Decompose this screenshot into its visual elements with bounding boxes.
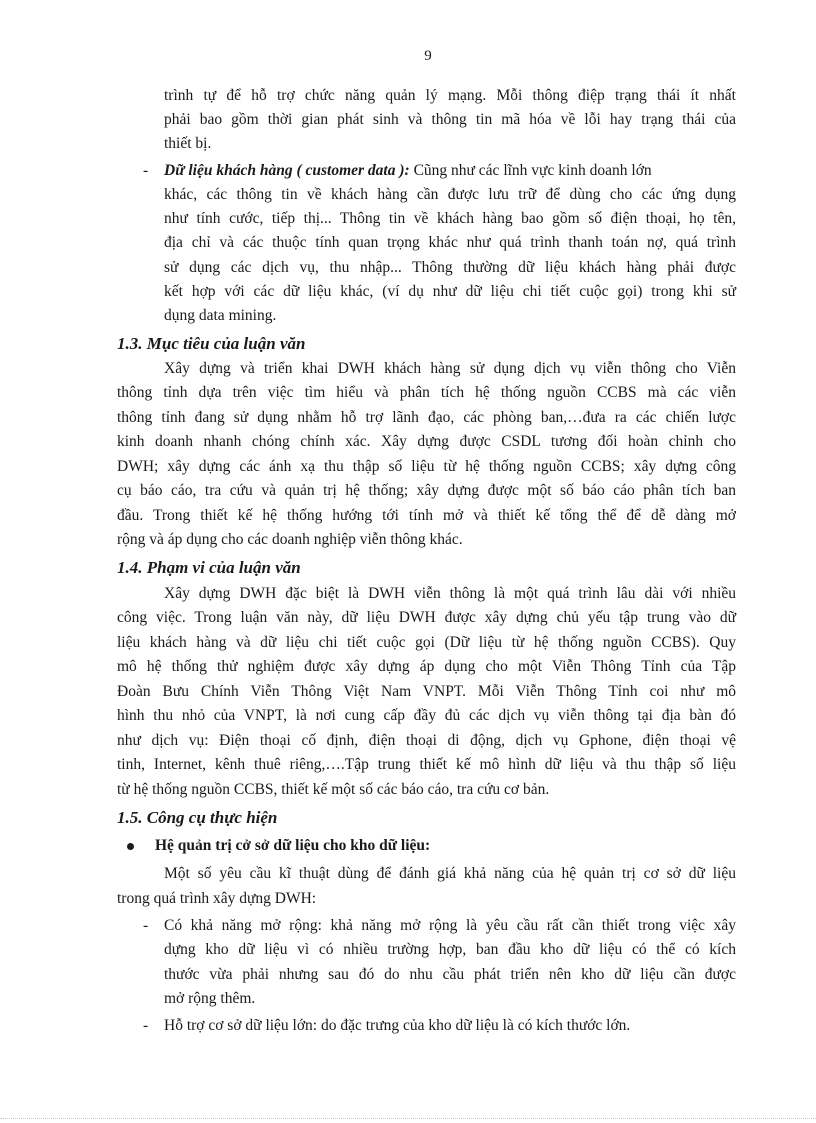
paragraph-line: thước vừa phải nhưng sau đó do nhu cầu phát triển nên kho dữ liệu cần được <box>164 966 736 983</box>
list-dash: - <box>143 162 149 179</box>
list-dash: - <box>143 917 149 934</box>
paragraph-line: Đoàn Bưu Chính Viễn Thông Việt Nam VNPT. Mỗi Viễn Thông Tỉnh coi như mô <box>117 683 736 700</box>
paragraph-line: thiết bị. <box>164 135 212 152</box>
list-dash: - <box>143 1017 149 1034</box>
bullet-heading: Hệ quản trị cở sở dữ liệu cho kho dữ liệu: <box>155 837 431 854</box>
paragraph-line: trình tự để hỗ trợ chức năng quản lý mạng. Mỗi thông điệp trạng thái ít nhất <box>164 87 736 104</box>
paragraph-line: Một số yêu cầu kĩ thuật dùng để đánh giá khả năng của hệ quản trị cơ sở dữ liệu <box>164 865 736 882</box>
paragraph-line: thông tỉnh đang sử dụng nhằm hỗ trợ lãnh đạo, các phòng ban,…đưa ra các chiến lược <box>117 409 736 426</box>
paragraph-line: phải bao gồm thời gian phát sinh và thông tin mã hóa về lỗi hay trạng thái của <box>164 111 736 128</box>
paragraph-line: mở rộng thêm. <box>164 990 256 1007</box>
page-bottom-divider <box>0 1118 816 1119</box>
paragraph-line: đầu. Trong thiết kế hệ thống hướng tới tính mở và thiết kế tổng thể để dễ dàng mở <box>117 507 736 524</box>
paragraph-line: thông tỉnh dựa trên việc tìm hiểu và phân tích hệ thống nguồn CCBS mà các viễn <box>117 384 736 401</box>
paragraph-line: Xây dựng DWH đặc biệt là DWH viễn thông là một quá trình lâu dài với nhiều <box>164 585 736 602</box>
customer-data-label: Dữ liệu khách hàng ( customer data ): <box>164 162 410 179</box>
paragraph-line: liệu khách hàng và dữ liệu chi tiết cuộc gọi (Dữ liệu từ hệ thống nguồn CCBS). Quy <box>117 634 736 651</box>
paragraph-line: công việc. Trong luận văn này, dữ liệu DWH được xây dựng chủ yếu tập trung vào dữ <box>117 609 736 626</box>
paragraph-line: rộng và áp dụng cho các doanh nghiệp viễn thông khác. <box>117 531 463 548</box>
bullet-icon <box>127 843 134 850</box>
paragraph-line: như dịch vụ: Điện thoại cố định, điện thoại di động, dịch vụ Gphone, điện thoại vệ <box>117 732 736 749</box>
paragraph-line: sử dụng các dịch vụ, thu nhập... Thông thường dữ liệu khách hàng phải được <box>164 259 736 276</box>
paragraph-line: từ hệ thống nguồn CCBS, thiết kế một số các báo cáo, tra cứu cơ bản. <box>117 781 550 798</box>
paragraph-line: tinh, Internet, kênh thuê riêng,….Tập trung thiết kế mô hình dữ liệu và thu thập số liệu <box>117 756 736 773</box>
paragraph-line: địa chỉ và các thuộc tính quan trọng khác như quá trình thanh toán nợ, quá trình <box>164 234 736 251</box>
paragraph-line: Hỗ trợ cơ sở dữ liệu lớn: do đặc trưng của kho dữ liệu là có kích thước lớn. <box>164 1017 631 1034</box>
section-heading: 1.5. Công cụ thực hiện <box>117 808 278 827</box>
list-item-first-line <box>164 161 736 181</box>
section-heading: 1.3. Mục tiêu của luận văn <box>117 334 306 353</box>
paragraph-line: kinh doanh nhanh chóng chính xác. Xây dựng được CSDL tương đối hoàn chỉnh cho <box>117 433 736 450</box>
customer-data-text: Cũng như các lĩnh vực kinh doanh lớn <box>409 162 652 179</box>
paragraph-line: mô hệ thống thử nghiệm được xây dựng áp dụng cho một Viễn Thông Tỉnh của Tập <box>117 658 736 675</box>
page-number: 9 <box>424 48 432 64</box>
paragraph-line: cụ báo cáo, tra cứu và quản trị hệ thống; xây dựng được một số báo cáo phân tích ban <box>117 482 736 499</box>
paragraph-line: dụng data mining. <box>164 307 277 324</box>
paragraph-line: trong quá trình xây dựng DWH: <box>117 890 317 907</box>
paragraph-line: Có khả năng mở rộng: khả năng mở rộng là yêu cầu rất cần thiết trong việc xây <box>164 917 736 934</box>
paragraph-line: kết hợp với các dữ liệu khác, (ví dụ như dữ liệu chi tiết cuộc gọi) trong khi sử <box>164 283 736 300</box>
paragraph-line: hình thu nhỏ của VNPT, là nơi cung cấp đầy đủ các dịch vụ viễn thông tại địa bàn đó <box>117 707 736 724</box>
paragraph-line: DWH; xây dựng các ánh xạ thu thập số liệu từ hệ thống nguồn CCBS; xây dựng công <box>117 458 736 475</box>
paragraph-line: như tính cước, tiếp thị... Thông tin về khách hàng bao gồm số điện thoại, họ tên, <box>164 210 736 227</box>
paragraph-line: dựng kho dữ liệu vì có nhiều trường hợp, ban đầu kho dữ liệu có thể có kích <box>164 941 736 958</box>
paragraph-line: Xây dựng và triển khai DWH khách hàng sử dụng dịch vụ viễn thông cho Viễn <box>164 360 736 377</box>
paragraph-line: khác, các thông tin về khách hàng cần được lưu trữ để dùng cho các ứng dụng <box>164 186 736 203</box>
section-heading: 1.4. Phạm vi của luận văn <box>117 558 301 577</box>
